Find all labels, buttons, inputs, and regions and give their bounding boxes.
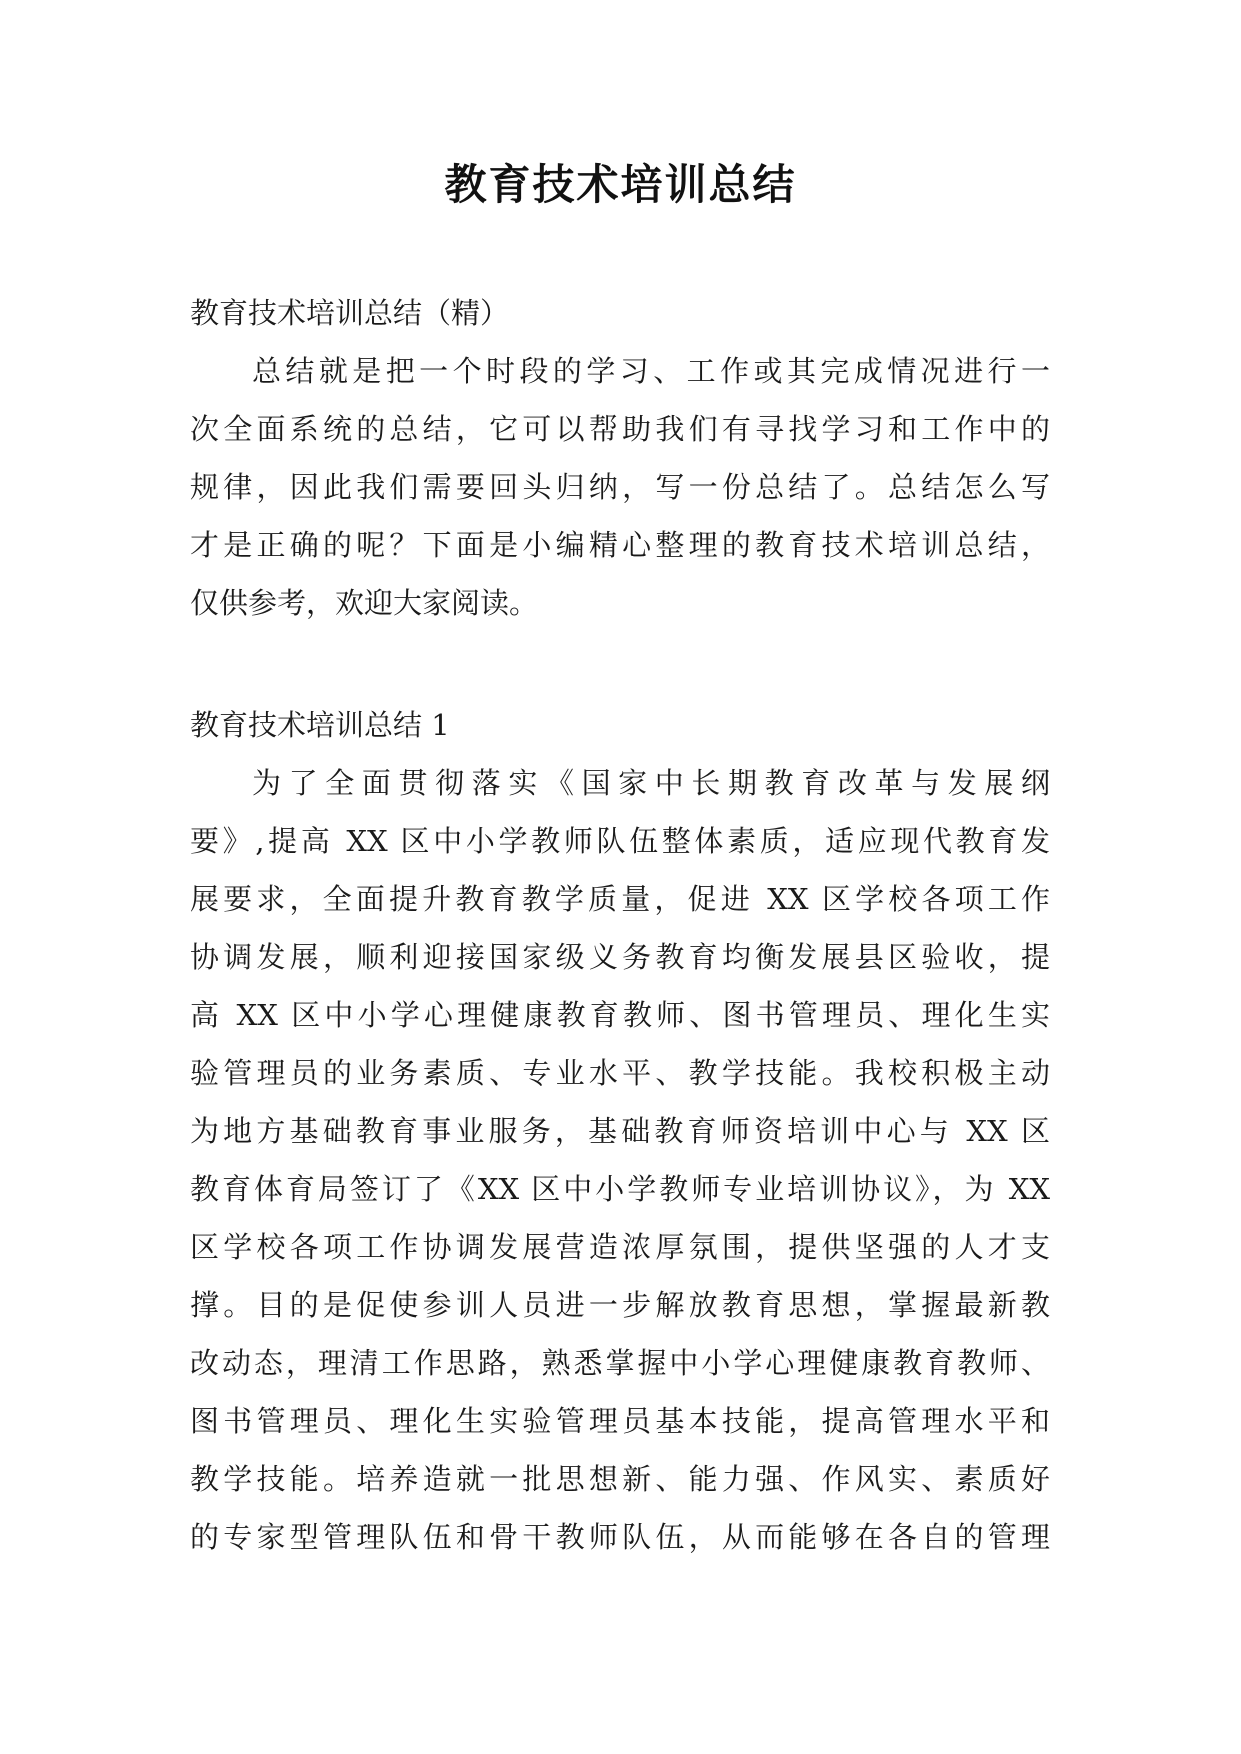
- section-1-line: 验管理员的业务素质、专业水平、教学技能。我校积极主动: [190, 1056, 1050, 1090]
- section-1-line: 图书管理员、理化生实验管理员基本技能，提高管理水平和: [190, 1404, 1050, 1438]
- section-1-line: 为了全面贯彻落实《国家中长期教育改革与发展纲: [252, 766, 1050, 800]
- intro-line: 总结就是把一个时段的学习、工作或其完成情况进行一: [252, 354, 1050, 388]
- section-1-line: 要》,提高 XX 区中小学教师队伍整体素质，适应现代教育发: [190, 824, 1050, 858]
- section-1: [190, 696, 1050, 1566]
- intro-line: 规律，因此我们需要回头归纳，写一份总结了。总结怎么写: [190, 470, 1050, 504]
- section-1-heading: 教育技术培训总结 1: [190, 708, 450, 742]
- section-1-line: 协调发展，顺利迎接国家级义务教育均衡发展县区验收，提: [190, 940, 1050, 974]
- intro-line: 次全面系统的总结，它可以帮助我们有寻找学习和工作中的: [190, 412, 1050, 446]
- intro-line: 才是正确的呢？下面是小编精心整理的教育技术培训总结，: [190, 528, 1050, 562]
- document-title: 教育技术培训总结: [444, 160, 797, 209]
- section-1-line: 展要求，全面提升教育教学质量，促进 XX 区学校各项工作: [190, 882, 1050, 916]
- section-1-line: 高 XX 区中小学心理健康教育教师、图书管理员、理化生实: [190, 998, 1050, 1032]
- intro-section: [190, 284, 1050, 632]
- section-1-line: 为地方基础教育事业服务，基础教育师资培训中心与 XX 区: [190, 1114, 1050, 1148]
- section-1-line: 区学校各项工作协调发展营造浓厚氛围，提供坚强的人才支: [190, 1230, 1050, 1264]
- section-1-line: 教学技能。培养造就一批思想新、能力强、作风实、素质好: [190, 1462, 1050, 1496]
- section-1-line: 的专家型管理队伍和骨干教师队伍，从而能够在各自的管理: [190, 1520, 1050, 1554]
- section-1-line: 教育体育局签订了《XX 区中小学教师专业培训协议》，为 XX: [190, 1172, 1050, 1206]
- intro-line: 仅供参考，欢迎大家阅读。: [190, 586, 539, 620]
- document-subtitle: 教育技术培训总结（精）: [190, 296, 510, 330]
- section-1-line: 改动态，理清工作思路，熟悉掌握中小学心理健康教育教师、: [190, 1346, 1050, 1380]
- section-1-line: 撑。目的是促使参训人员进一步解放教育思想，掌握最新教: [190, 1288, 1050, 1322]
